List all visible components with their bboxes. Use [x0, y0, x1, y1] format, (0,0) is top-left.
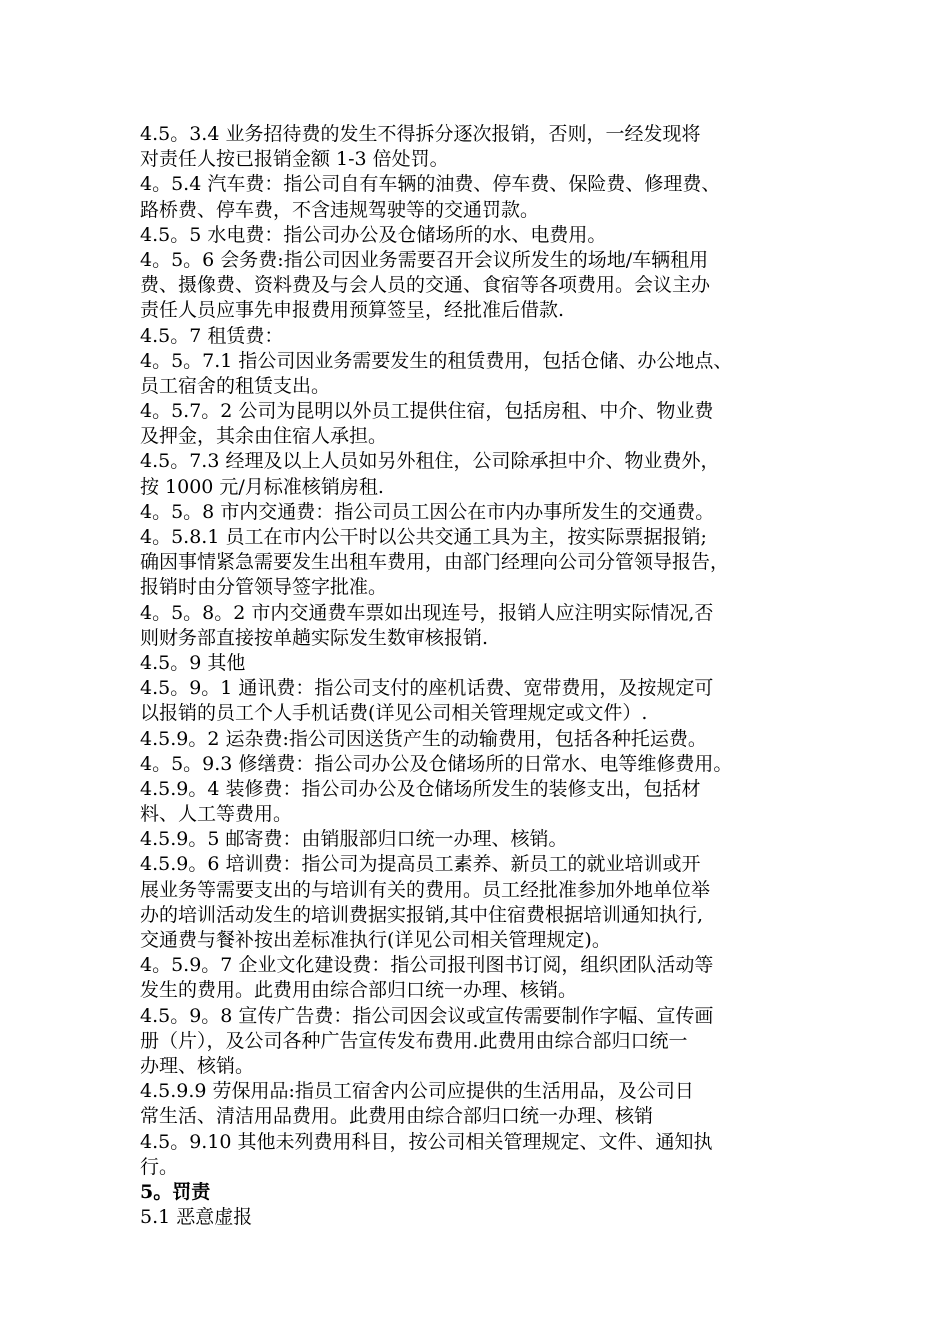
body-line: 路桥费、停车费，不含违规驾驶等的交通罚款。	[140, 198, 540, 221]
body-line: 4.5.9。4 装修费：指公司办公及仓储场所发生的装修支出，包括材	[140, 777, 701, 800]
body-line: 常生活、清洁用品费用。此费用由综合部归口统一办理、核销	[140, 1105, 654, 1128]
body-line: 及押金，其余由住宿人承担。	[140, 425, 388, 448]
body-line: 4.5。9。1 通讯费：指公司支付的座机话费、宽带费用，及按规定可	[140, 677, 714, 700]
body-line: 料、人工等费用。	[140, 803, 293, 826]
subsection-heading: 5.1 恶意虚报	[140, 1206, 253, 1229]
body-line: 4。5。7.1 指公司因业务需要发生的租赁费用，包括仓储、办公地点、	[140, 349, 733, 372]
body-line: 4。5。9.3 修缮费：指公司办公及仓储场所的日常水、电等维修费用。	[140, 752, 733, 775]
body-line: 4。5.8.1 员工在市内公干时以公共交通工具为主，按实际票据报销;	[140, 526, 707, 548]
body-line: 则财务部直接按单趟实际发生数审核报销.	[140, 626, 489, 649]
body-line: 4.5.9。5 邮寄费：由销服部归口统一办理、核销。	[140, 828, 568, 851]
body-line: 展业务等需要支出的与培训有关的费用。员工经批准参加外地单位举	[140, 878, 711, 901]
body-line: 4。5.7。2 公司为昆明以外员工提供住宿，包括房租、中介、物业费	[140, 400, 714, 423]
body-line: 4.5。9。8 宣传广告费：指公司因会议或宣传需要制作字幅、宣传画	[140, 1004, 714, 1027]
body-line: 办的培训活动发生的培训费据实报销,其中住宿费根据培训通知执行,	[140, 903, 704, 926]
body-line: 责任人员应事先申报费用预算签呈，经批准后借款.	[140, 299, 565, 322]
body-line: 4.5.9。2 运杂费:指公司因送货产生的动输费用，包括各种托运费。	[140, 727, 707, 750]
body-line: 费、摄像费、资料费及与会人员的交通、食宿等各项费用。会议主办	[140, 274, 711, 297]
body-line: 办理、核销。	[140, 1054, 255, 1077]
body-line: 4.5。7.3 经理及以上人员如另外租住，公司除承担中介、物业费外，	[140, 450, 720, 473]
body-line: 发生的费用。此费用由综合部归口统一办理、核销。	[140, 979, 578, 1002]
body-line: 4.5。5 水电费：指公司办公及仓储场所的水、电费用。	[140, 223, 607, 246]
body-line: 4。5。8 市内交通费：指公司员工因公在市内办事所发生的交通费。	[140, 500, 715, 523]
body-line: 按 1000 元/月标准核销房租.	[140, 475, 384, 498]
body-line: 对责任人按已报销金额 1-3 倍处罚。	[140, 148, 449, 171]
body-line: 册（片），及公司各种广告宣传发布费用.此费用由综合部归口统一	[140, 1029, 688, 1052]
body-line: 以报销的员工个人手机话费(详见公司相关管理规定或文件）.	[140, 702, 648, 725]
body-line: 4。5。8。2 市内交通费车票如出现连号，报销人应注明实际情况,否	[140, 601, 714, 624]
body-line: 报销时由分管领导签字批准。	[140, 576, 388, 599]
document-page	[140, 122, 830, 1230]
body-line: 4.5.9.9 劳保用品:指员工宿舍内公司应提供的生活用品，及公司日	[140, 1080, 694, 1103]
body-line: 4.5。9.10 其他未列费用科目，按公司相关管理规定、文件、通知执	[140, 1130, 713, 1153]
body-line: 员工宿舍的租赁支出。	[140, 374, 331, 397]
body-line: 4。5.4 汽车费：指公司自有车辆的油费、停车费、保险费、修理费、	[140, 173, 721, 196]
body-line: 交通费与餐补按出差标准执行(详见公司相关管理规定)。	[140, 929, 611, 951]
body-line: 4.5.9。6 培训费：指公司为提高员工素养、新员工的就业培训或开	[140, 853, 701, 876]
body-line: 4。5.9。7 企业文化建设费：指公司报刊图书订阅，组织团队活动等	[140, 954, 714, 977]
body-line: 4.5。9 其他	[140, 651, 246, 674]
body-line: 4.5。3.4 业务招待费的发生不得拆分逐次报销，否则，一经发现将	[140, 123, 701, 145]
section-heading: 5。罚责	[140, 1180, 211, 1203]
body-line: 4。5。6 会务费:指公司因业务需要召开会议所发生的场地/车辆租用	[140, 248, 709, 271]
body-line: 4.5。7 租赁费：	[140, 324, 284, 347]
body-line: 确因事情紧急需要发生出租车费用，由部门经理向公司分管领导报告，	[140, 551, 730, 574]
body-line: 行。	[140, 1155, 179, 1178]
